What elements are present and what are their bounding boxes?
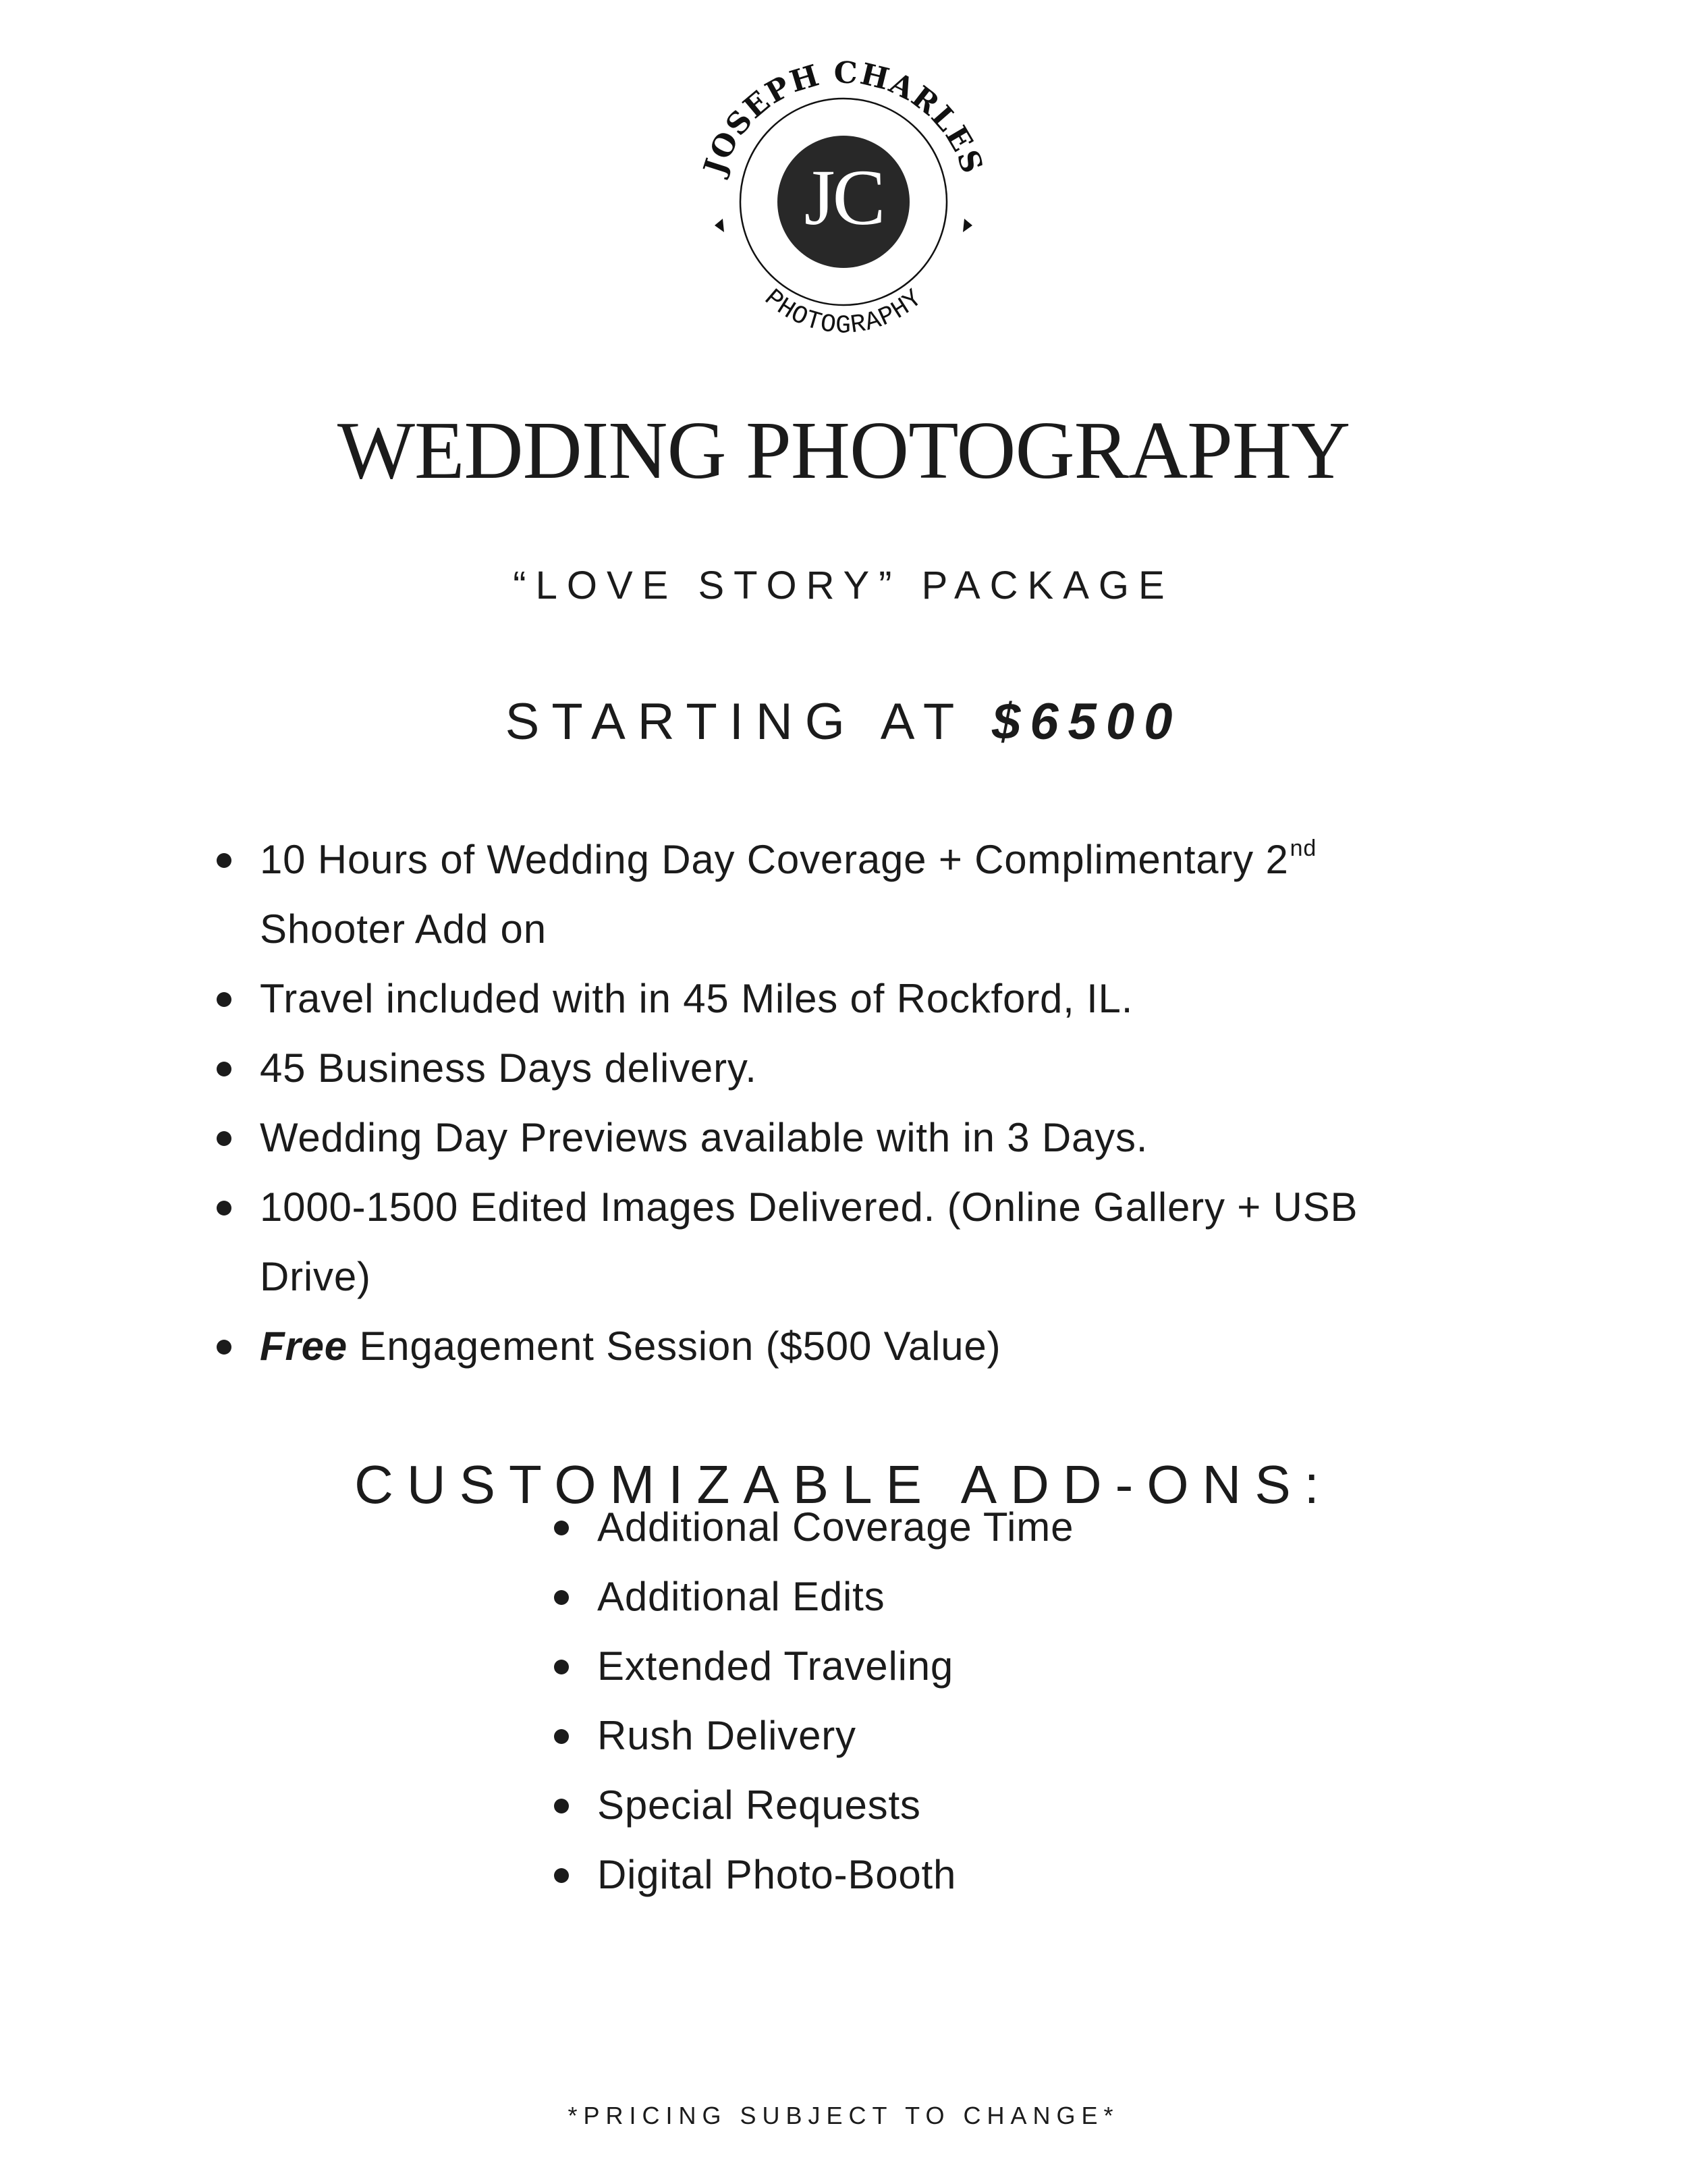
- addon-item: Additional Coverage Time: [597, 1492, 1074, 1562]
- brand-logo: [685, 43, 1002, 360]
- feature-item: Travel included with in 45 Miles of Rockford, IL.: [260, 964, 1447, 1033]
- pricing-disclaimer: *PRICING SUBJECT TO CHANGE*: [568, 2102, 1119, 2129]
- free-label: Free: [260, 1323, 348, 1369]
- package-features-list: [260, 825, 1447, 1381]
- addon-item: Digital Photo-Booth: [597, 1840, 1074, 1909]
- price-prefix: STARTING AT: [505, 693, 966, 750]
- bullet-icon: [554, 1521, 569, 1535]
- feature-item: Wedding Day Previews available with in 3 Days.: [260, 1103, 1447, 1172]
- addons-heading: CUSTOMIZABLE ADD-ONS:: [354, 1454, 1333, 1514]
- bullet-icon: [554, 1729, 569, 1744]
- bullet-icon: [217, 992, 231, 1007]
- bullet-icon: [217, 1340, 231, 1355]
- logo-arc-bottom: PHOTOGRAPHY: [758, 283, 929, 341]
- feature-item: 45 Business Days delivery.: [260, 1033, 1447, 1103]
- bullet-icon: [217, 1131, 231, 1146]
- bullet-icon: [554, 1799, 569, 1813]
- bullet-icon: [217, 853, 231, 868]
- feature-item: 10 Hours of Wedding Day Coverage + Complimentary 2nd Shooter Add on: [260, 825, 1447, 964]
- addon-item: Rush Delivery: [597, 1701, 1074, 1770]
- feature-item: 1000-1500 Edited Images Delivered. (Online Gallery + USB Drive): [260, 1172, 1447, 1311]
- price-value: $6500: [992, 693, 1182, 750]
- bullet-icon: [554, 1660, 569, 1674]
- page-title: WEDDING PHOTOGRAPHY: [337, 405, 1350, 496]
- feature-item: Free Engagement Session ($500 Value): [260, 1311, 1447, 1381]
- bullet-icon: [217, 1201, 231, 1216]
- bullet-icon: [554, 1590, 569, 1605]
- package-name: “LOVE STORY” PACKAGE: [513, 564, 1174, 607]
- logo-monogram: JC: [804, 153, 883, 242]
- logo-arc-top: JOSEPH CHARLES: [697, 55, 990, 179]
- logo-triangle-right-icon: [963, 219, 972, 232]
- addon-item: Additional Edits: [597, 1562, 1074, 1631]
- bullet-icon: [217, 1062, 231, 1076]
- price-line: [0, 688, 1687, 756]
- addons-list: [597, 1492, 1074, 1909]
- logo-triangle-left-icon: [715, 219, 724, 232]
- bullet-icon: [554, 1868, 569, 1883]
- addon-item: Extended Traveling: [597, 1631, 1074, 1701]
- addon-item: Special Requests: [597, 1770, 1074, 1840]
- logo-emblem-icon: [685, 43, 1002, 360]
